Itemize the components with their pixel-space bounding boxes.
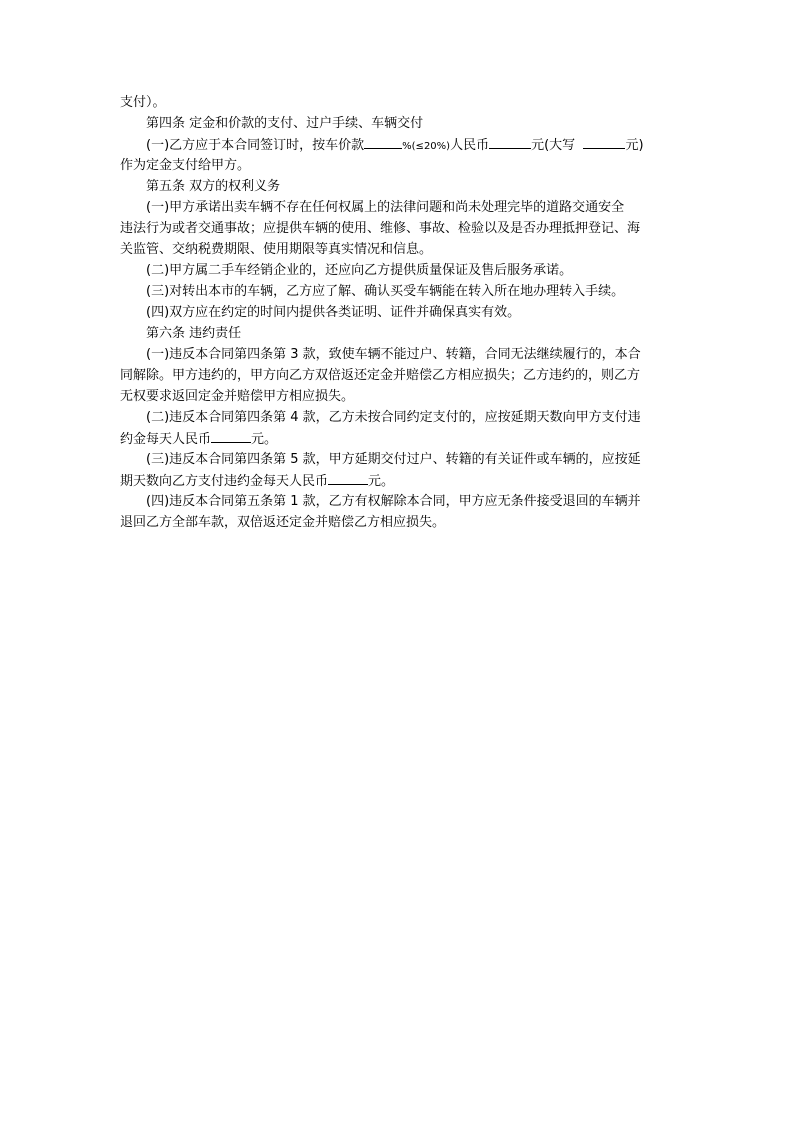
daily-penalty-blank [328,470,368,485]
article-5-clause-1-line-1: (一)甲方承诺出卖车辆不存在任何权属上的法律问题和尚未处理完毕的道路交通安全 [146,200,625,215]
clause-text: 人民币 [450,138,490,153]
article-6-clause-2-line-1: (二)违反本合同第四条第 4 款，乙方未按合同约定支付的，应按延期天数向甲方支付违 [146,410,641,425]
article-6-clause-3-line-1: (三)违反本合同第四条第 5 款，甲方延期交付过户、转籍的有关证件或车辆的，应按延 [146,452,641,467]
clause-text: 元。 [251,432,278,447]
article-6-clause-3-line-2 [120,470,674,491]
article-6-clause-4-line-1: (四)违反本合同第五条第 1 款，乙方有权解除本合同，甲方应无条件接受退回的车辆并 [146,494,641,509]
article-6-clause-1-line-1: (一)违反本合同第四条第 3 款，致使车辆不能过户、转籍，合同无法继续履行的，本合 [146,347,641,362]
deposit-percent-blank [364,134,402,149]
article-6-clause-4-line-2: 退回乙方全部车款，双倍返还定金并赔偿乙方相应损失。 [120,515,446,530]
deposit-amount-blank [489,134,531,149]
article-4-clause-1-line-2: 作为定金支付给甲方。 [120,158,251,173]
clause-text: (一)乙方应于本合同签订时，按车价款 [146,138,365,153]
clause-text: 元。 [368,474,395,489]
article-5-clause-4: (四)双方应在约定的时间内提供各类证明、证件并确保真实有效。 [146,305,521,320]
article-6-title: 第六条 违约责任 [146,326,242,341]
article-5-clause-1-line-3: 关监管、交纳税费期限、使用期限等真实情况和信息。 [120,242,433,257]
article-5-clause-2: (二)甲方属二手车经销企业的，还应向乙方提供质量保证及售后服务承诺。 [146,263,573,278]
daily-penalty-blank [211,428,251,443]
article-5-title: 第五条 双方的权利义务 [146,179,281,194]
clause-text: 元(大写 [531,138,576,153]
article-5-clause-3: (三)对转出本市的车辆，乙方应了解、确认买受车辆能在转入所在地办理转入手续。 [146,284,625,299]
clause-text: 元) [625,138,644,153]
clause-text: 期天数向乙方支付违约金每天人民币 [120,474,329,489]
article-4-title: 第四条 定金和价款的支付、过户手续、车辆交付 [146,116,424,131]
article-6-clause-1-line-2: 同解除。甲方违约的，甲方向乙方双倍返还定金并赔偿乙方相应损失；乙方违约的，则乙方 [120,368,641,383]
article-4-clause-1-line-1 [120,134,674,155]
intro-tail-text: 支付）。 [120,95,166,110]
article-6-clause-2-line-2 [120,428,674,449]
article-5-clause-1-line-2: 违法行为或者交通事故；应提供车辆的使用、维修、事故、检验以及是否办理抵押登记、海 [120,221,641,236]
percent-limit-text: %(≤20%) [402,141,451,152]
article-6-clause-1-line-3: 无权要求返回定金并赔偿甲方相应损失。 [120,389,355,404]
deposit-capital-amount-blank [583,134,625,149]
clause-text: 约金每天人民币 [120,432,212,447]
contract-body [120,92,674,533]
